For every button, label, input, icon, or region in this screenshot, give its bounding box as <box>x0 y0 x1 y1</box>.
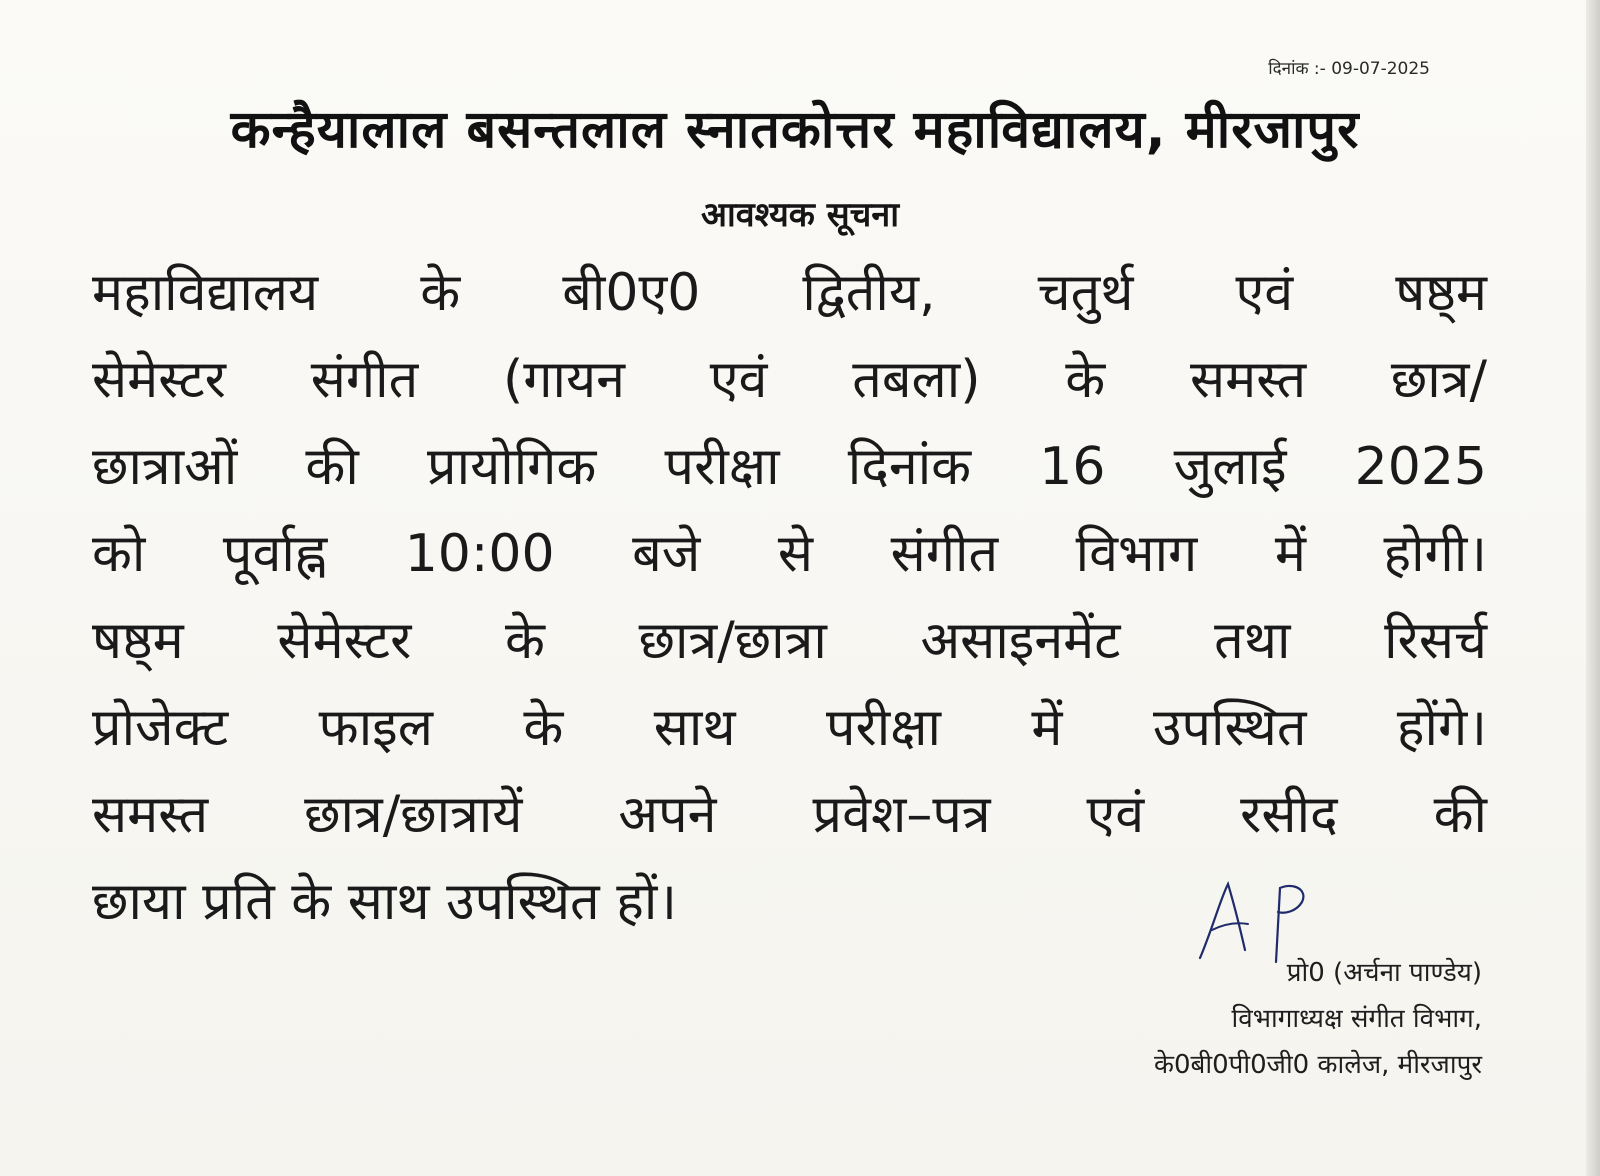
body-line: महाविद्यालय के बी0ए0 द्वितीय, चतुर्थ एवं षष्ठ्म <box>92 263 1487 323</box>
paper-edge-shadow <box>1586 0 1600 1176</box>
body-line: को पूर्वाह्न 10:00 बजे से संगीत विभाग में होगी। <box>92 524 1487 584</box>
body-line: षष्ठ्म सेमेस्टर के छात्र/छात्रा असाइनमेंट तथा रिसर्च <box>92 611 1487 671</box>
body-line: छात्राओं की प्रायोगिक परीक्षा दिनांक 16 जुलाई 2025 <box>92 437 1487 497</box>
notice-date: दिनांक :- 09-07-2025 <box>1268 59 1430 79</box>
college-title: कन्हैयालाल बसन्तलाल स्नातकोत्तर महाविद्यालय, मीरजापुर <box>230 100 1360 160</box>
signatory-block <box>1062 950 1482 1088</box>
signatory-college: के0बी0पी0जी0 कालेज, मीरजापुर <box>1153 1050 1482 1080</box>
body-line: प्रोजेक्ट फाइल के साथ परीक्षा में उपस्थित होंगे। <box>92 698 1487 758</box>
body-line: छाया प्रति के साथ उपस्थित हों। <box>92 872 678 932</box>
signatory-name: प्रो0 (अर्चना पाण्डेय) <box>1286 958 1482 988</box>
body-line: समस्त छात्र/छात्रायें अपने प्रवेश–पत्र एवं रसीद की <box>92 785 1487 845</box>
notice-heading: आवश्यक सूचना <box>700 195 900 235</box>
signatory-designation: विभागाध्यक्ष संगीत विभाग, <box>1231 1004 1482 1034</box>
body-line: सेमेस्टर संगीत (गायन एवं तबला) के समस्त छात्र/ <box>92 350 1487 410</box>
